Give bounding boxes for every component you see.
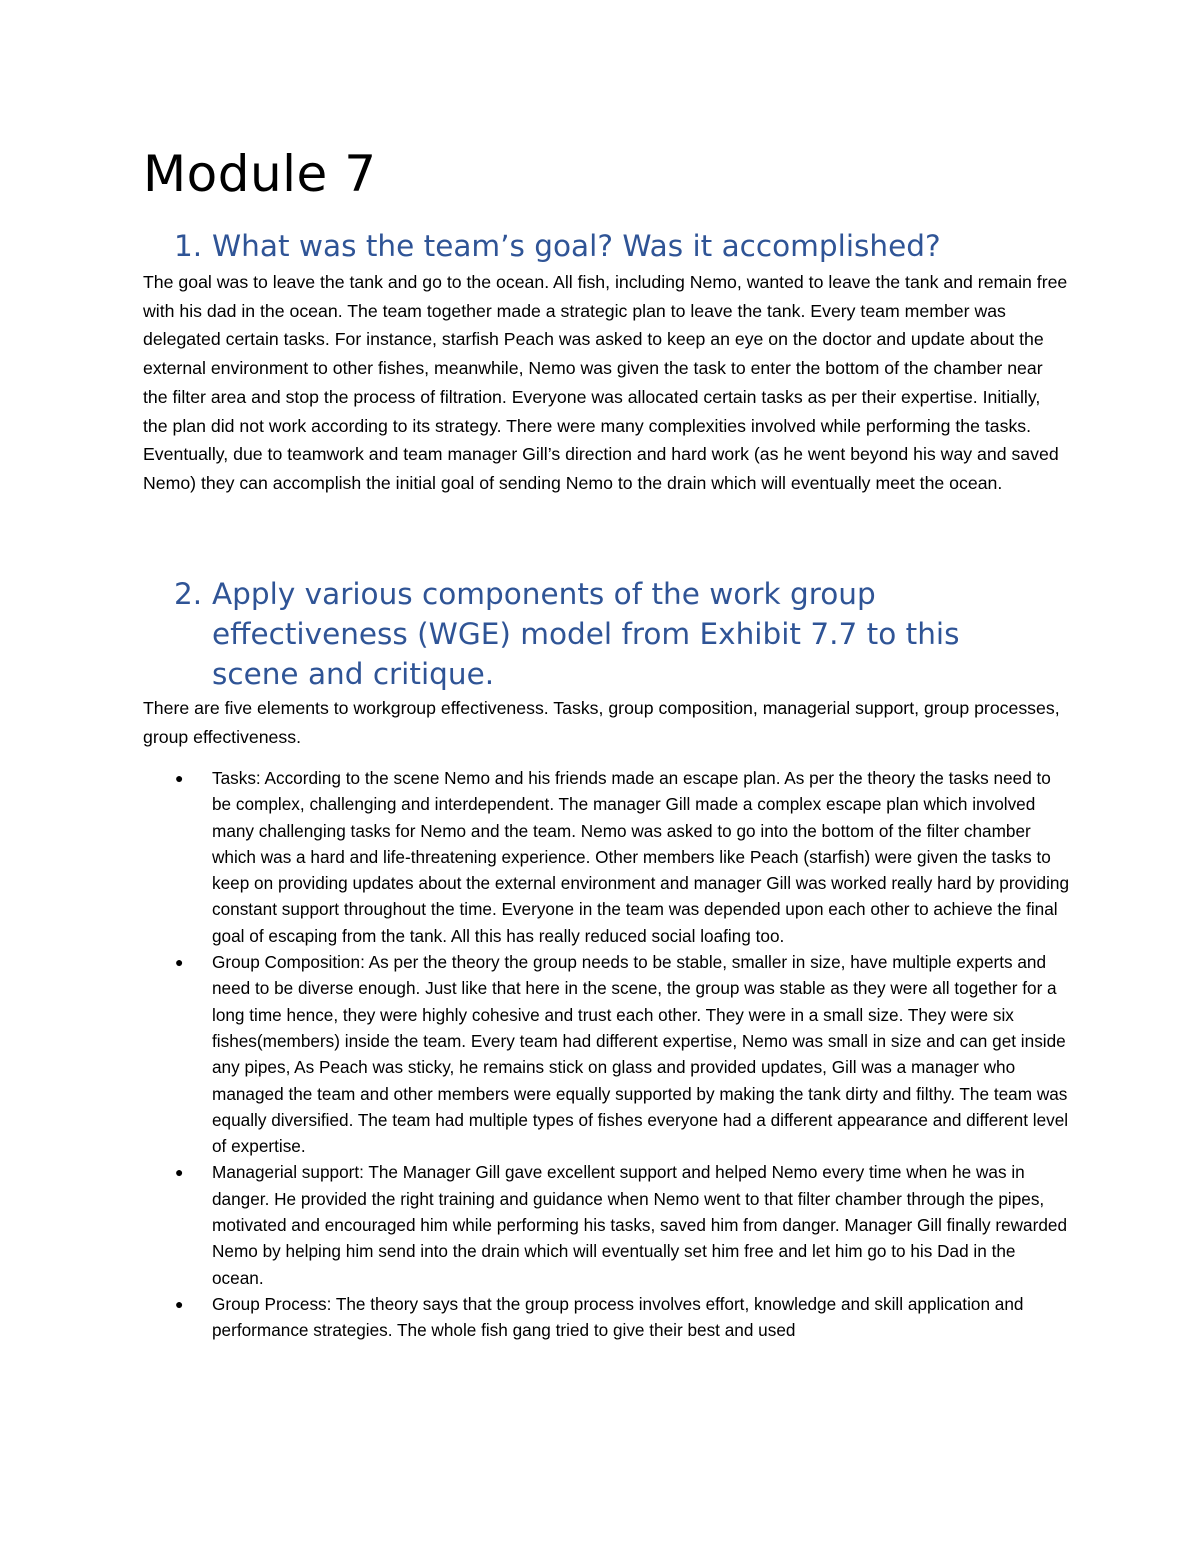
section-1-number: 1. xyxy=(174,229,203,263)
list-item-group-composition xyxy=(175,949,1070,1159)
section-2-heading xyxy=(174,574,1052,694)
bullet-icon: ● xyxy=(175,954,184,971)
list-item-text: Group Composition: As per the theory the group needs to be stable, smaller in size, have multiple experts and need to be diverse enough. Just like that here in the scene, the group was stable as they were all together for a long time hence, they were highly cohesive and trust each other. They were in a small size. They were six fishes(members) inside the team. Every team had different expertise, Nemo was small in size and can get inside any pipes, As Peach was sticky, he remains stick on glass and provided updates, Gill was a manager who managed the team and other members were equally supported by making the tank dirty and filthy. The team was equally diversified. The team had multiple types of fishes everyone had a different appearance and different level of expertise. xyxy=(212,952,1069,1157)
list-item-group-process xyxy=(175,1291,1070,1344)
bullet-icon: ● xyxy=(175,1295,184,1312)
list-item-text: Managerial support: The Manager Gill gave excellent support and helped Nemo every time when he was in danger. He provided the right training and guidance when Nemo went to that filter chamber through the pipes, motivated and encouraged him while performing his tasks, saved him from danger. Manager Gill finally rewarded Nemo by helping him send into the drain which will eventually set him free and let him go to his Dad in the ocean. xyxy=(212,1162,1068,1288)
bullet-icon: ● xyxy=(175,1164,184,1181)
section-1-heading xyxy=(174,226,1052,266)
section-1-paragraph: The goal was to leave the tank and go to the ocean. All fish, including Nemo, wanted to leave the tank and remain free with his dad in the ocean. The team together made a strategic plan to leave the tank. Every team member was delegated certain tasks. For instance, starfish Peach was asked to keep an eye on the doctor and update about the external environment to other fishes, meanwhile, Nemo was given the task to enter the bottom of the chamber near the filter area and stop the process of filtration. Everyone was allocated certain tasks as per their expertise. Initially, the plan did not work according to its strategy. There were many complexities involved while performing the tasks. Eventually, due to teamwork and team manager Gill’s direction and hard work (as he went beyond his way and saved Nemo) they can accomplish the initial goal of sending Nemo to the drain which will eventually meet the ocean. xyxy=(143,272,1068,493)
list-item-managerial-support xyxy=(175,1159,1070,1290)
wge-components-list xyxy=(175,765,1070,1344)
list-item-text: Group Process: The theory says that the group process involves effort, knowledge and skill application and performance strategies. The whole fish gang tried to give their best and used xyxy=(212,1293,1024,1341)
list-item-tasks xyxy=(175,765,1070,949)
section-2-heading-text: Apply various components of the work group effectiveness (WGE) model from Exhibit 7.7 to this scene and critique. xyxy=(212,577,960,691)
section-2-paragraph: There are five elements to workgroup effectiveness. Tasks, group composition, managerial support, group processes, group effectiveness. xyxy=(143,698,1060,747)
list-item-text: Tasks: According to the scene Nemo and his friends made an escape plan. As per the theory the tasks need to be complex, challenging and interdependent. The manager Gill made a complex escape plan which involved many challenging tasks for Nemo and the team. Nemo was asked to go into the bottom of the filter chamber which was a hard and life-threatening experience. Other members like Peach (starfish) were given the tasks to keep on providing updates about the external environment and manager Gill was worked really hard by providing constant support throughout the time. Everyone in the team was depended upon each other to achieve the final goal of escaping from the tank. All this has really reduced social loafing too. xyxy=(212,768,1070,946)
document-title: Module 7 xyxy=(143,145,377,203)
section-2-number: 2. xyxy=(174,577,203,611)
bullet-icon: ● xyxy=(175,770,184,786)
section-1-heading-text: What was the team’s goal? Was it accomplished? xyxy=(212,229,941,263)
